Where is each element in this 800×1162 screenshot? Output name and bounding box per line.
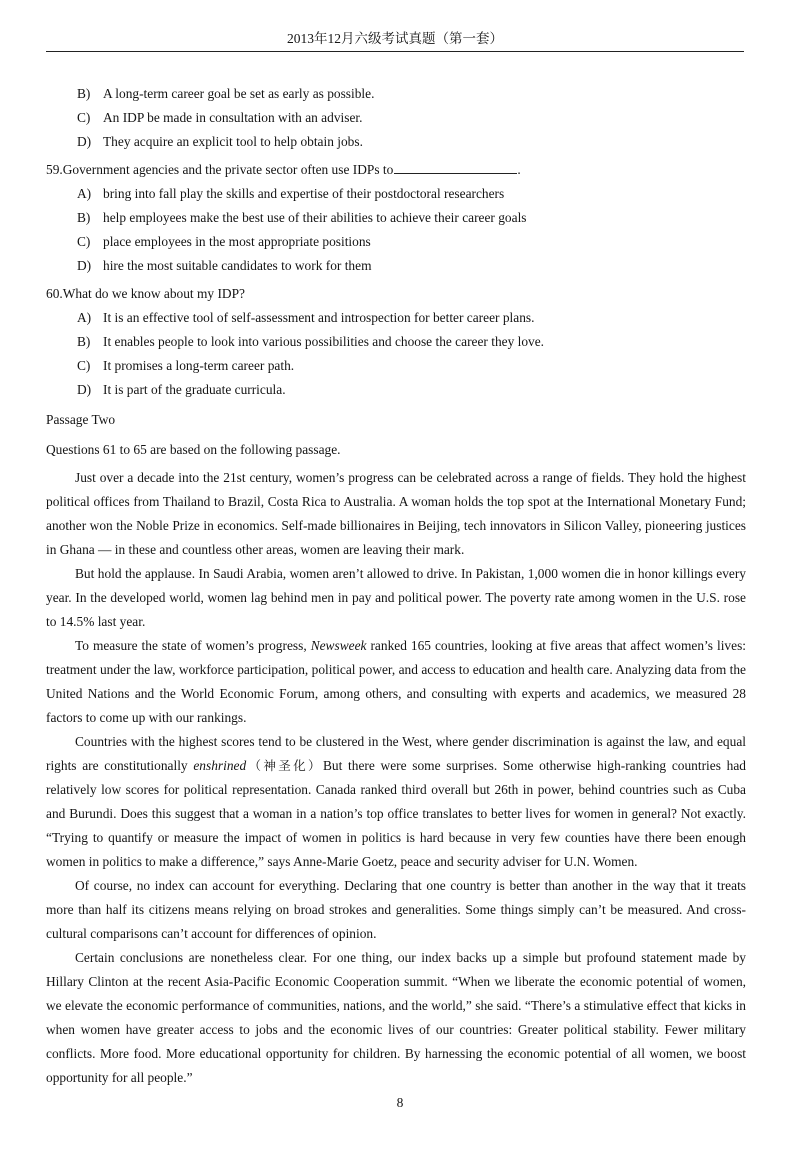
- option-letter: D): [77, 382, 92, 397]
- paragraph-4-rest: But there were some surprises. Some otherwise high-ranking countries had relatively low scores for political representation. Canada ranked third overall but 26th in power, behind countries such as Cuba and Burundi. Does this suggest that a woman in a nation’s top office translates to better lives for women in general? Not exactly. “Trying to quantify or measure the impact of women in politics is hard because in very few counties have there been enough women in politics to make a difference,” says Anne-Marie Goetz, peace and security adviser for U.N. Women.: [46, 758, 746, 869]
- option-letter: D): [77, 258, 92, 273]
- option-letter: D): [77, 134, 92, 149]
- question-60-stem: 60.What do we know about my IDP?: [46, 286, 245, 301]
- paragraph-6: Certain conclusions are nonetheless clear. For one thing, our index backs up a simple but profound statement made by Hillary Clinton at the recent Asia-Pacific Economic Cooperation summit. “When we liberate the economic potential of women, we elevate the economic performance of communities, nations, and the world,” she said. “There’s a stimulative effect that kicks in when women have greater access to jobs and the economic lives of our countries: Greater political stability. Fewer military conflicts. More food. More educational opportunity for children. By harnessing the economic potential of all women, we boost opportunity for all people.”: [46, 950, 746, 1085]
- q60-option-c: [77, 354, 746, 378]
- option-text: bring into fall play the skills and expertise of their postdoctoral researchers: [103, 186, 505, 201]
- option-text: A long-term career goal be set as early as possible.: [103, 86, 375, 101]
- option-text: It is an effective tool of self-assessment and introspection for better career plans.: [103, 310, 535, 325]
- enshrined-term: enshrined: [193, 758, 247, 773]
- chinese-gloss: （神圣化）: [246, 758, 323, 773]
- paragraph-1: Just over a decade into the 21st century, women’s progress can be celebrated across a range of fields. They hold the highest political offices from Thailand to Brazil, Costa Rica to Australia. A woman holds the top spot at the International Monetary Fund; another won the Noble Prize in economics. Self-made billionaires in Beijing, tech innovators in Silicon Valley, pioneering justices in Ghana — in these and countless other areas, women are leaving their mark.: [46, 470, 746, 557]
- q59-option-d: [77, 254, 746, 278]
- q60-option-b: [77, 330, 746, 354]
- option-letter: B): [77, 334, 91, 349]
- passage-instruction: Questions 61 to 65 are based on the following passage.: [46, 442, 341, 457]
- question-59-text: 59.Government agencies and the private sector often use IDPs to: [46, 162, 394, 177]
- paragraph-4-lead: Countries with the highest scores tend to be clustered in the West, where gender discrimination is against the law, and equal rights are constitutionally: [46, 734, 746, 773]
- option-text: help employees make the best use of their abilities to achieve their career goals: [103, 210, 527, 225]
- q58-option-b: [77, 82, 746, 106]
- q59-option-b: [77, 206, 746, 230]
- option-letter: B): [77, 210, 91, 225]
- option-text: hire the most suitable candidates to work for them: [103, 258, 372, 273]
- page-content: [46, 82, 746, 1090]
- paragraph-3-lead: To measure the state of women’s progress,: [75, 638, 311, 653]
- q58-option-c: [77, 106, 746, 130]
- option-text: An IDP be made in consultation with an adviser.: [103, 110, 363, 125]
- option-text: It is part of the graduate curricula.: [103, 382, 286, 397]
- option-text: They acquire an explicit tool to help obtain jobs.: [103, 134, 363, 149]
- q58-option-d: [77, 130, 746, 154]
- option-text: It enables people to look into various possibilities and choose the career they love.: [103, 334, 545, 349]
- passage-heading: Passage Two: [46, 412, 116, 427]
- question-59-stem: [46, 158, 746, 182]
- q60-option-d: [77, 378, 746, 402]
- newsweek-title: Newsweek: [310, 638, 367, 653]
- option-letter: A): [77, 310, 92, 325]
- option-letter: C): [77, 234, 91, 249]
- option-text: place employees in the most appropriate positions: [103, 234, 371, 249]
- header-rule: [46, 51, 744, 52]
- answer-blank: [394, 160, 517, 174]
- option-letter: C): [77, 358, 91, 373]
- option-letter: C): [77, 110, 91, 125]
- paragraph-5: Of course, no index can account for everything. Declaring that one country is better than another in the way that it treats more than half its citizens means relying on broad strokes and generalities. Some things simply can’t be measured. And cross-cultural comparisons can’t account for differences of opinion.: [46, 878, 746, 941]
- page-number: 8: [396, 1095, 404, 1110]
- question-59-end: .: [517, 162, 521, 177]
- paragraph-3: [46, 634, 746, 730]
- paragraph-4: [46, 730, 746, 874]
- option-text: It promises a long-term career path.: [103, 358, 295, 373]
- q59-option-c: [77, 230, 746, 254]
- running-header: 2013年12月六级考试真题（第一套）: [287, 31, 503, 46]
- q60-option-a: [77, 306, 746, 330]
- paragraph-2: But hold the applause. In Saudi Arabia, women aren’t allowed to drive. In Pakistan, 1,000 women die in honor killings every year. In the developed world, women lag behind men in pay and political power. The poverty rate among women in the U.S. rose to 14.5% last year.: [46, 566, 746, 629]
- q59-option-a: [77, 182, 746, 206]
- paragraph-3-rest: ranked 165 countries, looking at five areas that affect women’s lives: treatment under the law, workforce participation, political power, and access to education and health care. Analyzing data from the United Nations and the World Economic Forum, among others, and consulting with experts and academics, we measured 28 factors to come up with our rankings.: [46, 638, 747, 725]
- option-letter: B): [77, 86, 91, 101]
- option-letter: A): [77, 186, 92, 201]
